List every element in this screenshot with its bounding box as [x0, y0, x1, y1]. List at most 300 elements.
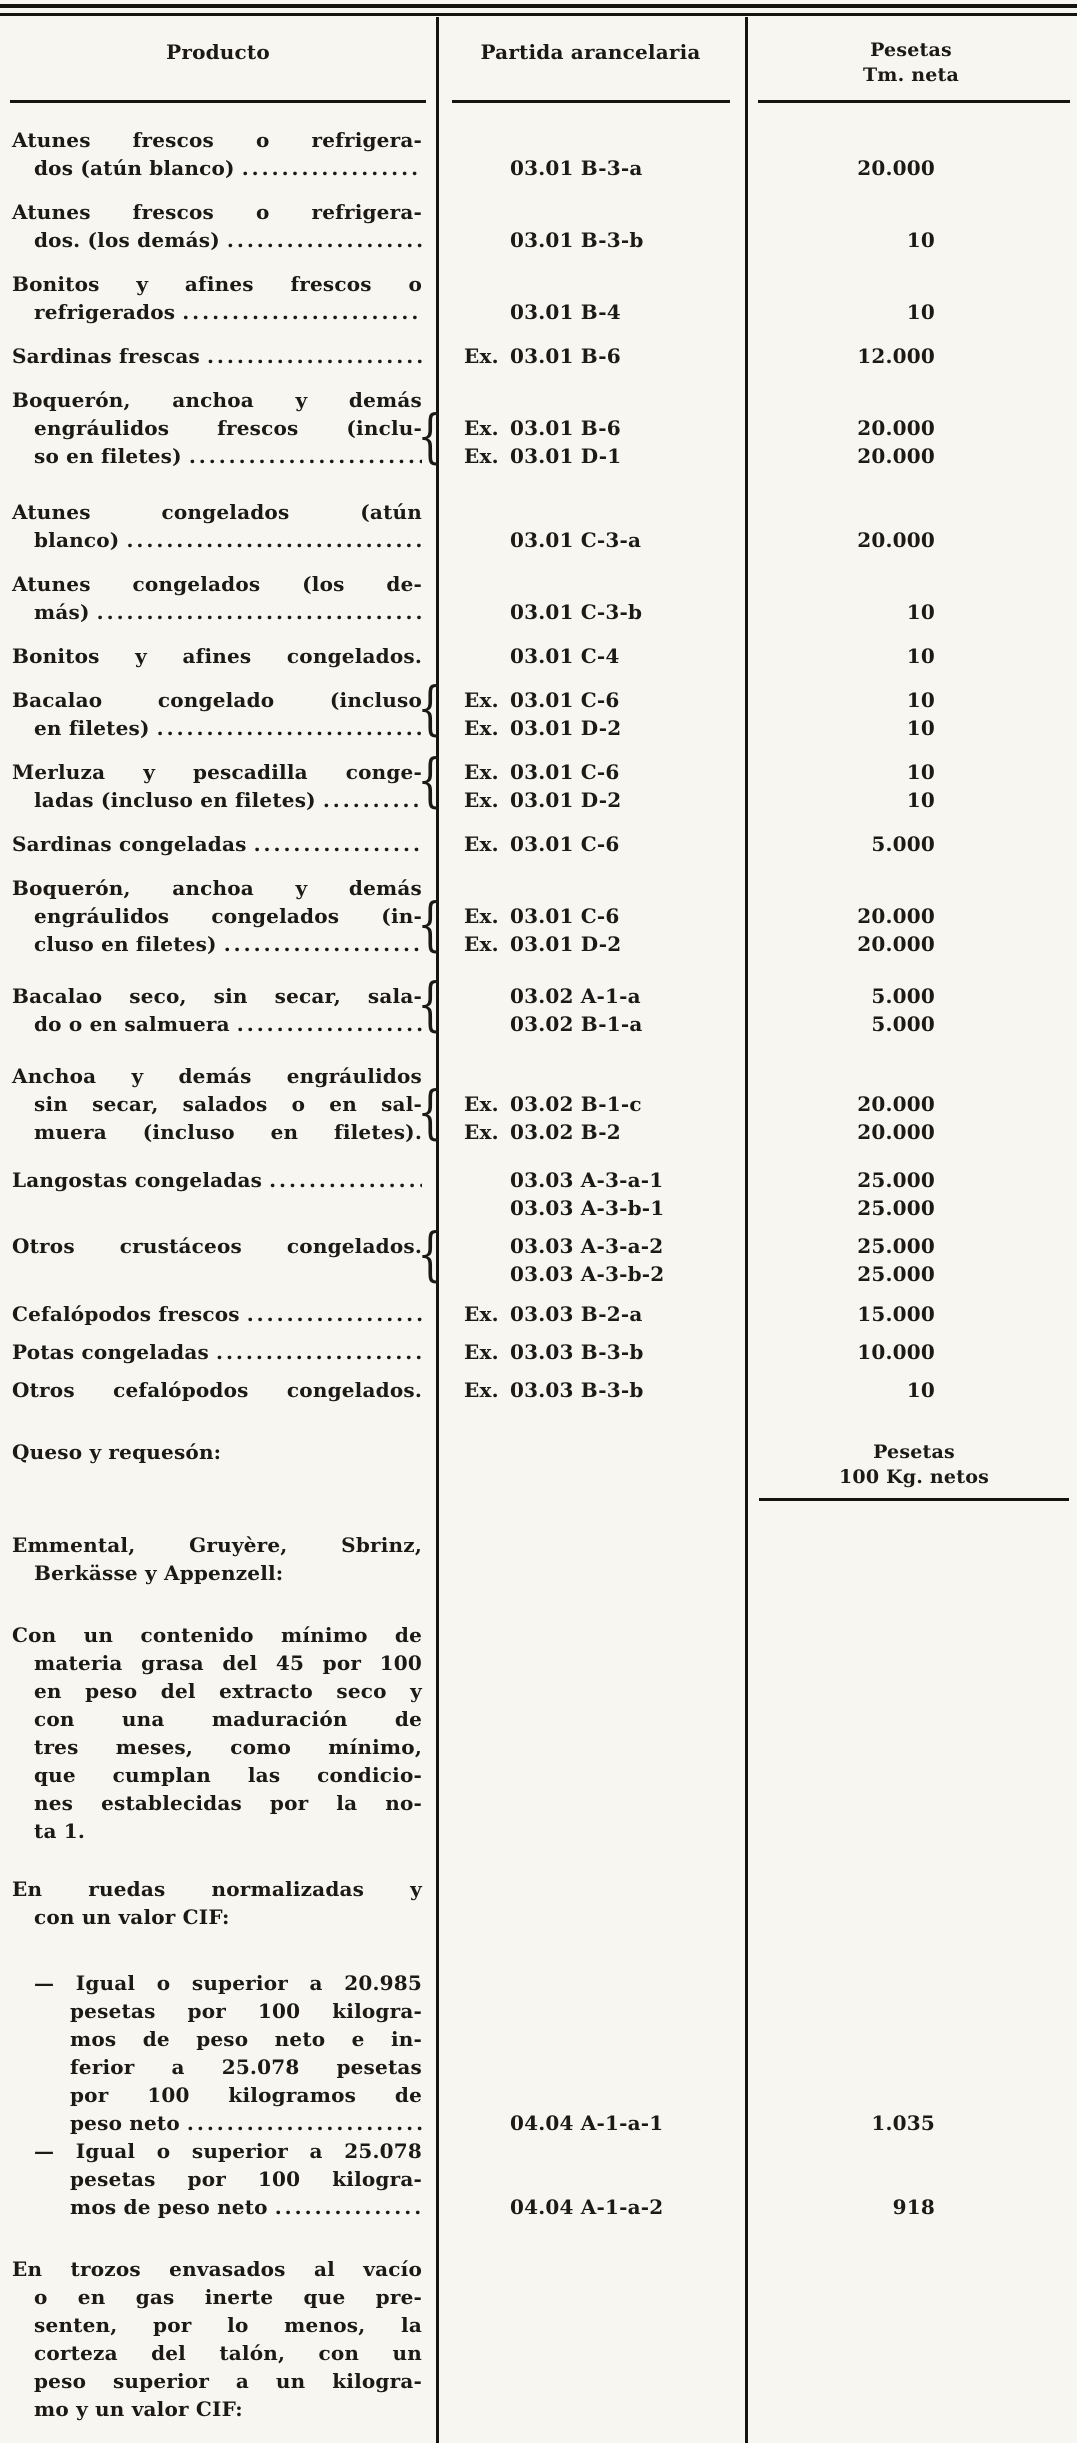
- partida-code-line: [464, 226, 745, 254]
- pesetas-values: [745, 686, 935, 742]
- product-line: Otros crustáceos congelados.: [12, 1234, 422, 1258]
- partida-code: 03.02 A-1-a: [510, 984, 641, 1008]
- partida-code: 03.02 B-1-c: [510, 1092, 642, 1116]
- pesetas-values: [745, 570, 935, 626]
- partida-code-line: [464, 982, 745, 1010]
- header-underline-producto: [10, 100, 426, 103]
- partida-code-line: [464, 1166, 745, 1194]
- product-line: [12, 154, 422, 182]
- dot-leader: [189, 442, 422, 470]
- pesetas-value: 5.000: [871, 984, 935, 1008]
- dot-leader: [207, 342, 422, 370]
- product-line: [12, 526, 422, 554]
- partida-code: 03.02 B-1-a: [510, 1012, 643, 1036]
- table-row: [0, 2137, 1077, 2221]
- partida-ex-prefix: Ex.: [464, 1120, 499, 1144]
- partida-cell: [436, 198, 745, 254]
- partida-code-line: [464, 2109, 745, 2137]
- product-text: peso neto: [70, 2111, 180, 2135]
- partida-code-line: [464, 1338, 745, 1366]
- product-cell: [0, 747, 443, 815]
- partida-code-line: [464, 642, 745, 670]
- table-row: [0, 1062, 1077, 1146]
- product-line: pesetas por 100 kilogra-: [70, 2167, 422, 2191]
- pesetas-values: [745, 642, 935, 670]
- partida-ex-prefix: Ex.: [464, 904, 499, 928]
- pesetas-values: [745, 2137, 935, 2221]
- product-line: [12, 598, 422, 626]
- product-text: Cefalópodos frescos: [12, 1302, 240, 1326]
- pesetas-cell: [745, 1531, 1077, 1587]
- partida-code: 03.01 B-6: [510, 416, 621, 440]
- product-line: por 100 kilogramos de: [70, 2083, 422, 2107]
- partida-code-line: [464, 1118, 745, 1146]
- pesetas-value: 25.000: [857, 1168, 935, 1192]
- product-cell: [0, 386, 443, 471]
- product-line: engráulidos frescos (inclu-: [34, 416, 422, 440]
- product-line: [12, 930, 422, 958]
- partida-cell: [436, 386, 745, 470]
- partida-code-line: [464, 714, 745, 742]
- partida-ex-prefix: Ex.: [464, 444, 499, 468]
- partida-code-line: [464, 686, 745, 714]
- partida-code: 03.03 A-3-b-2: [510, 1262, 665, 1286]
- product-line: [12, 342, 422, 370]
- partida-ex-prefix: Ex.: [464, 1378, 499, 1402]
- table-row: [0, 1300, 1077, 1328]
- partida-code-line: [464, 1260, 745, 1288]
- product-cell: [0, 2137, 436, 2221]
- partida-cell: [436, 342, 745, 370]
- pesetas-value: 10: [906, 760, 935, 784]
- product-line: Bacalao congelado (incluso: [12, 688, 422, 712]
- pesetas-value: 5.000: [871, 832, 935, 856]
- product-line: ferior a 25.078 pesetas: [70, 2055, 422, 2079]
- product-line: senten, por lo menos, la: [34, 2313, 422, 2337]
- partida-code-line: [464, 526, 745, 554]
- pesetas-value: 10: [906, 1378, 935, 1402]
- pesetas-value: 15.000: [857, 1302, 935, 1326]
- partida-code-line: [464, 1376, 745, 1404]
- partida-code-line: [464, 1300, 745, 1328]
- pesetas-values: [745, 386, 935, 470]
- table-row: [0, 642, 1077, 670]
- pesetas-cell: [745, 570, 1077, 626]
- product-text: Sardinas congeladas: [12, 832, 247, 856]
- pesetas-values: [745, 758, 935, 814]
- product-line: Bacalao seco, sin secar, sala-: [12, 984, 422, 1008]
- dot-leader: [182, 298, 422, 326]
- product-line: Atunes frescos o refrigera-: [12, 128, 422, 152]
- curly-brace: {: [417, 891, 443, 959]
- product-line: Con un contenido mínimo de: [12, 1623, 422, 1647]
- product-line: peso superior a un kilogra-: [34, 2369, 422, 2393]
- pesetas-value: 5.000: [871, 1012, 935, 1036]
- partida-cell: [436, 1232, 745, 1288]
- partida-cell: [436, 2137, 745, 2221]
- product-line: Queso y requesón:: [12, 1440, 222, 1464]
- header-pesetas-line1: Pesetas: [870, 39, 952, 61]
- product-line: [12, 2193, 422, 2221]
- partida-ex-prefix: Ex.: [464, 788, 499, 812]
- top-double-rule-inner: [0, 13, 1077, 16]
- pesetas-values: [745, 1338, 935, 1366]
- pesetas-value: 25.000: [857, 1234, 935, 1258]
- pesetas-cell: [745, 982, 1077, 1038]
- product-line: En trozos envasados al vacío: [12, 2257, 422, 2281]
- pesetas-value: 12.000: [857, 344, 935, 368]
- pesetas-cell: [745, 1376, 1077, 1404]
- partida-code-line: [464, 298, 745, 326]
- table-row: [0, 874, 1077, 958]
- table-header: [0, 38, 1077, 88]
- partida-code: 03.01 C-6: [510, 760, 620, 784]
- product-line: Otros cefalópodos congelados.: [12, 1378, 422, 1402]
- pesetas-values: [745, 342, 935, 370]
- table-row: [0, 830, 1077, 858]
- dot-leader: [275, 2193, 422, 2221]
- product-line: [12, 786, 422, 814]
- product-line: que cumplan las condicio-: [34, 1763, 422, 1787]
- partida-code: 03.01 C-6: [510, 688, 620, 712]
- curly-brace: {: [417, 675, 443, 743]
- partida-code: 04.04 A-1-a-1: [510, 2111, 664, 2135]
- partida-code: 03.01 C-6: [510, 904, 620, 928]
- dot-leader: [237, 1010, 422, 1038]
- pesetas-cell: [745, 386, 1077, 470]
- pesetas-cell: [745, 1621, 1077, 1845]
- product-line: Boquerón, anchoa y demás: [12, 388, 422, 412]
- partida-code-line: [464, 1194, 745, 1222]
- pesetas-value: 10: [906, 600, 935, 624]
- pesetas-value: 20.000: [857, 156, 935, 180]
- table-row: [0, 386, 1077, 470]
- product-cell: [0, 1166, 436, 1222]
- pesetas-value: 20.000: [857, 416, 935, 440]
- pesetas-values: [745, 1300, 935, 1328]
- partida-cell: [436, 270, 745, 326]
- product-text: Sardinas frescas: [12, 344, 200, 368]
- product-line: mo y un valor CIF:: [34, 2397, 243, 2421]
- partida-code-line: [464, 1010, 745, 1038]
- pesetas-values: [745, 498, 935, 554]
- table-row: [0, 1376, 1077, 1404]
- partida-code-line: [464, 902, 745, 930]
- product-cell: [0, 2255, 436, 2423]
- partida-code: 04.04 A-1-a-2: [510, 2195, 664, 2219]
- pesetas-cell: [745, 270, 1077, 326]
- pesetas-cell: [745, 2255, 1077, 2423]
- dot-leader: [242, 154, 422, 182]
- product-text: blanco): [34, 528, 120, 552]
- partida-code-line: [464, 830, 745, 858]
- product-text: cluso en filetes): [34, 932, 217, 956]
- product-line: Anchoa y demás engráulidos: [12, 1064, 422, 1088]
- pesetas-value: 10: [906, 688, 935, 712]
- partida-code-line: [464, 1090, 745, 1118]
- product-cell: [0, 1300, 436, 1328]
- pesetas-value: 10: [906, 228, 935, 252]
- product-text: Langostas congeladas: [12, 1168, 263, 1192]
- product-text: do o en salmuera: [34, 1012, 230, 1036]
- pesetas-values: [745, 1166, 935, 1222]
- product-cell: [0, 830, 436, 858]
- partida-code-line: [464, 2193, 745, 2221]
- header-pesetas-line2: Tm. neta: [862, 64, 960, 86]
- product-line: — Igual o superior a 20.985: [34, 1971, 422, 1995]
- pesetas-cell: [745, 642, 1077, 670]
- pesetas-cell: [745, 1232, 1077, 1288]
- product-line: nes establecidas por la no-: [34, 1791, 422, 1815]
- product-text: dos. (los demás): [34, 228, 220, 252]
- product-line: [12, 830, 422, 858]
- partida-code: 03.01 B-3-b: [510, 228, 644, 252]
- partida-code: 03.03 A-3-a-2: [510, 1234, 664, 1258]
- product-line: [12, 1166, 422, 1194]
- dot-leader: [97, 598, 422, 626]
- product-line: [12, 298, 422, 326]
- pesetas-cell: [745, 1338, 1077, 1366]
- product-line: muera (incluso en filetes).: [34, 1120, 422, 1144]
- partida-ex-prefix: Ex.: [464, 932, 499, 956]
- partida-code: 03.01 C-3-b: [510, 600, 643, 624]
- product-line: Merluza y pescadilla conge-: [12, 760, 422, 784]
- partida-cell: [436, 642, 745, 670]
- pesetas-value: 10: [906, 788, 935, 812]
- pesetas-cell: [745, 1875, 1077, 1931]
- product-cell: [0, 874, 443, 959]
- product-line: pesetas por 100 kilogra-: [70, 1999, 422, 2023]
- partida-cell: [436, 1531, 745, 1587]
- header-underline-pesetas: [758, 100, 1070, 103]
- pesetas-cell: [745, 198, 1077, 254]
- partida-code: 03.03 B-3-b: [510, 1340, 644, 1364]
- partida-cell: [436, 570, 745, 626]
- pesetas-values: [745, 982, 935, 1038]
- pesetas-cell: [745, 1969, 1077, 2137]
- pesetas-cell: [745, 1166, 1077, 1222]
- pesetas-value: 1.035: [871, 2111, 935, 2135]
- product-cell: [0, 1621, 436, 1845]
- product-cell: [0, 1376, 436, 1404]
- product-line: con un valor CIF:: [34, 1905, 230, 1929]
- dot-leader: [254, 830, 422, 858]
- partida-code: 03.01 C-6: [510, 832, 620, 856]
- pesetas-value: 10: [906, 300, 935, 324]
- pesetas-values: [745, 1232, 935, 1288]
- product-cell: [0, 642, 436, 670]
- partida-code-line: [464, 930, 745, 958]
- partida-code-line: [464, 154, 745, 182]
- partida-code: 03.01 B-4: [510, 300, 621, 324]
- table-row: [0, 126, 1077, 182]
- product-line: tres meses, como mínimo,: [34, 1735, 422, 1759]
- partida-code: 03.01 C-4: [510, 644, 620, 668]
- dot-leader: [269, 1166, 422, 1194]
- pesetas-values: [745, 270, 935, 326]
- product-line: Bonitos y afines congelados.: [12, 644, 422, 668]
- product-line: Boquerón, anchoa y demás: [12, 876, 422, 900]
- table-row: [0, 198, 1077, 254]
- dot-leader: [227, 226, 422, 254]
- product-line: con una maduración de: [34, 1707, 422, 1731]
- product-text: en filetes): [34, 716, 150, 740]
- product-line: [12, 1300, 422, 1328]
- product-line: en peso del extracto seco y: [34, 1679, 422, 1703]
- pesetas-value: 20.000: [857, 1092, 935, 1116]
- partida-cell: [436, 1300, 745, 1328]
- product-cell: [0, 971, 443, 1039]
- product-line: engráulidos congelados (in-: [34, 904, 422, 928]
- product-text: Potas congeladas: [12, 1340, 209, 1364]
- partida-code-line: [464, 598, 745, 626]
- product-line: [12, 226, 422, 254]
- table-row: [0, 498, 1077, 554]
- table-row: [0, 1338, 1077, 1366]
- pesetas-values: [745, 874, 935, 958]
- header-partida: [436, 38, 745, 88]
- partida-cell: [436, 1376, 745, 1404]
- table-row: [0, 1166, 1077, 1222]
- pesetas-value: 10.000: [857, 1340, 935, 1364]
- partida-cell: [436, 498, 745, 554]
- product-line: sin secar, salados o en sal-: [34, 1092, 422, 1116]
- table-row: [0, 1969, 1077, 2137]
- product-cell: [0, 1062, 443, 1147]
- partida-cell: [436, 1875, 745, 1931]
- partida-ex-prefix: Ex.: [464, 1092, 499, 1116]
- product-cell: [0, 198, 436, 254]
- partida-ex-prefix: Ex.: [464, 688, 499, 712]
- pesetas-values: [745, 1969, 935, 2137]
- product-cell: [0, 675, 443, 743]
- pesetas-cell: [745, 1062, 1077, 1146]
- pesetas-value: 20.000: [857, 932, 935, 956]
- pesetas-value: 20.000: [857, 904, 935, 928]
- product-cell: [0, 1531, 436, 1587]
- pesetas-cell: [745, 126, 1077, 182]
- partida-cell: [436, 1062, 745, 1146]
- curly-brace: {: [417, 403, 443, 471]
- pesetas-value: 20.000: [857, 528, 935, 552]
- table-row: [0, 971, 1077, 1039]
- dot-leader: [126, 526, 422, 554]
- partida-code: 03.01 D-2: [510, 932, 622, 956]
- product-text: más): [34, 600, 90, 624]
- pesetas-values: [745, 198, 935, 254]
- product-line: o en gas inerte que pre-: [34, 2285, 422, 2309]
- product-cell: [0, 498, 436, 554]
- partida-ex-prefix: Ex.: [464, 344, 499, 368]
- product-line: corteza del talón, con un: [34, 2341, 422, 2365]
- partida-cell: [436, 874, 745, 958]
- product-text: refrigerados: [34, 300, 176, 324]
- product-line: mos de peso neto e in-: [70, 2027, 422, 2051]
- partida-cell: [436, 1166, 745, 1222]
- pesetas-cell: [745, 758, 1077, 814]
- partida-code: 03.01 B-3-a: [510, 156, 643, 180]
- partida-code: 03.01 B-6: [510, 344, 621, 368]
- table-row: [0, 747, 1077, 815]
- pesetas-value: 918: [892, 2195, 935, 2219]
- table-row: [0, 1438, 1077, 1501]
- dot-leader: [224, 930, 422, 958]
- pesetas-subheader: [759, 1438, 1069, 1501]
- pesetas-value: 20.000: [857, 1120, 935, 1144]
- partida-code-line: [464, 758, 745, 786]
- product-cell: [0, 570, 436, 626]
- table-row: [0, 1221, 1077, 1289]
- product-cell: [0, 1875, 436, 1931]
- pesetas-values: [745, 1376, 935, 1404]
- product-line: Berkässe y Appenzell:: [34, 1561, 284, 1585]
- product-line: materia grasa del 45 por 100: [34, 1651, 422, 1675]
- partida-cell: [436, 686, 745, 742]
- curly-brace: {: [417, 1221, 443, 1289]
- table-body: [0, 126, 1077, 2423]
- product-text: ladas (incluso en filetes): [34, 788, 316, 812]
- product-line: — Igual o superior a 25.078: [34, 2139, 422, 2163]
- pesetas-value: 10: [906, 644, 935, 668]
- partida-code: 03.03 B-3-b: [510, 1378, 644, 1402]
- curly-brace: {: [417, 971, 443, 1039]
- pesetas-cell: [745, 874, 1077, 958]
- partida-code: 03.02 B-2: [510, 1120, 621, 1144]
- table-row: [0, 675, 1077, 743]
- pesetas-values: [745, 1062, 935, 1146]
- header-pesetas: [745, 38, 1077, 88]
- pesetas-value: 25.000: [857, 1196, 935, 1220]
- table-row: [0, 1875, 1077, 1931]
- table-row: [0, 342, 1077, 370]
- pesetas-value: 10: [906, 716, 935, 740]
- partida-code: 03.01 C-3-a: [510, 528, 642, 552]
- pesetas-cell: [745, 1300, 1077, 1328]
- product-line: [12, 442, 422, 470]
- product-line: Atunes frescos o refrigera-: [12, 200, 422, 224]
- product-cell: [0, 342, 436, 370]
- dot-leader: [323, 786, 422, 814]
- product-line: En ruedas normalizadas y: [12, 1877, 422, 1901]
- partida-code-line: [464, 786, 745, 814]
- pesetas-cell: [745, 1438, 1077, 1501]
- partida-cell: [436, 1969, 745, 2137]
- pesetas-value: 20.000: [857, 444, 935, 468]
- pesetas-values: [745, 830, 935, 858]
- pesetas-subheader-line: Pesetas: [873, 1441, 955, 1463]
- partida-cell: [436, 2255, 745, 2423]
- dot-leader: [247, 1300, 422, 1328]
- product-line: [12, 1338, 422, 1366]
- pesetas-cell: [745, 2137, 1077, 2221]
- partida-cell: [436, 1438, 745, 1501]
- header-partida-label: Partida arancelaria: [480, 40, 701, 64]
- product-cell: [0, 1338, 436, 1366]
- product-cell: [0, 126, 436, 182]
- table-row: [0, 2255, 1077, 2423]
- product-text: dos (atún blanco): [34, 156, 235, 180]
- product-cell: [0, 1221, 443, 1289]
- curly-brace: {: [417, 747, 443, 815]
- product-line: [12, 1010, 422, 1038]
- table-row: [0, 1531, 1077, 1587]
- pesetas-value: 25.000: [857, 1262, 935, 1286]
- product-cell: [0, 270, 436, 326]
- product-cell: [0, 1969, 436, 2137]
- product-line: Emmental, Gruyère, Sbrinz,: [12, 1533, 422, 1557]
- header-producto: [0, 38, 436, 88]
- partida-code: 03.01 D-2: [510, 788, 622, 812]
